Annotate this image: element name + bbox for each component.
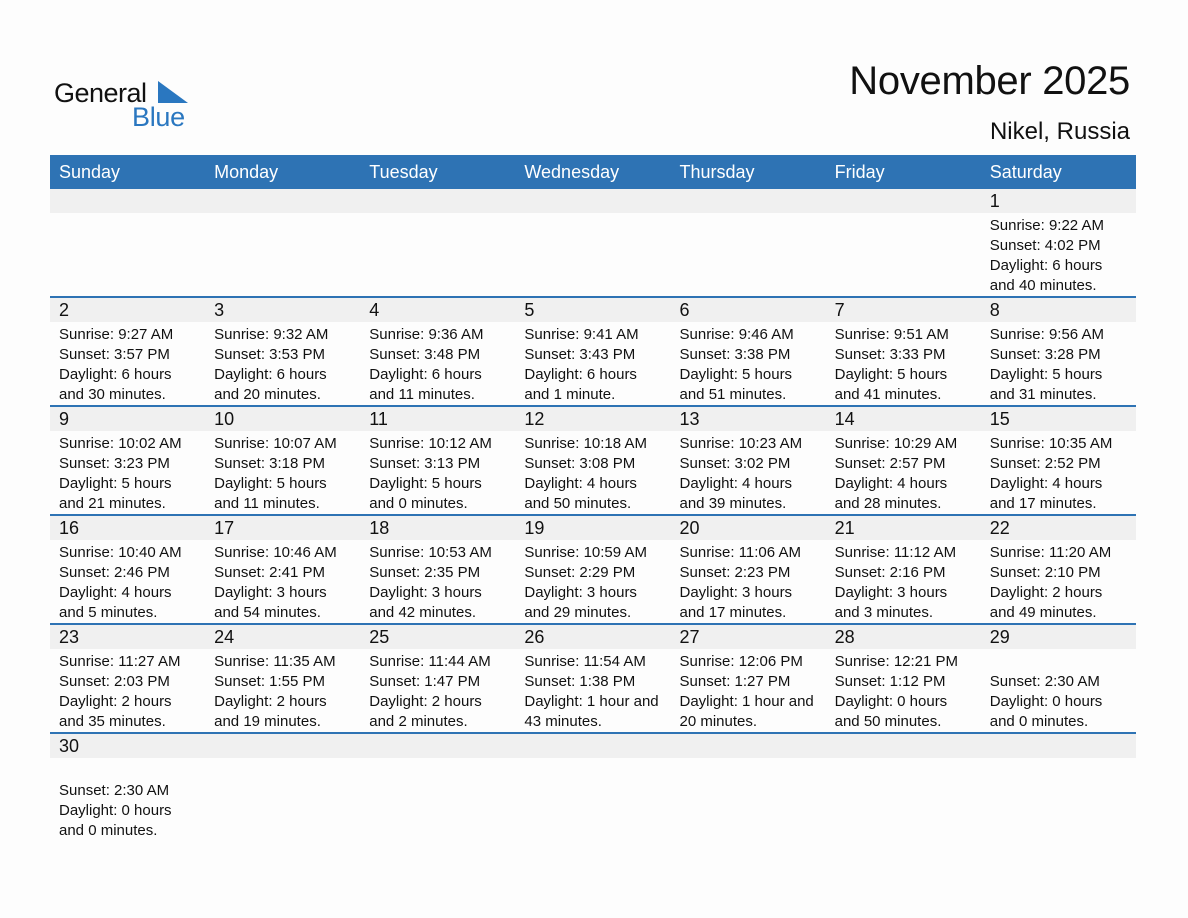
day-number (205, 189, 360, 213)
daylight-text: and 3 minutes. (834, 604, 934, 621)
sunset-text: Sunset: 1:38 PM (524, 673, 636, 690)
sunset-text: Sunset: 2:10 PM (989, 564, 1101, 581)
sunrise-text: Sunrise: 9:41 AM (524, 326, 639, 343)
day-number (671, 734, 826, 758)
sunrise-text: Sunrise: 10:02 AM (59, 435, 182, 452)
sunrise-text: Sunrise: 12:06 PM (679, 653, 803, 670)
daylight-text (680, 276, 826, 296)
weekday-header (50, 155, 1136, 189)
daylight-text: Daylight: 4 hours (524, 475, 637, 492)
daylight-text: 20 minutes. (679, 713, 758, 730)
sunset-text: Sunset: 1:27 PM (679, 673, 791, 690)
sunset-text: Sunset: 1:12 PM (834, 673, 946, 690)
sunset-text: Sunset: 3:38 PM (679, 346, 791, 363)
daylight-text: Daylight: 6 hours (214, 366, 327, 383)
day-cell (515, 758, 670, 841)
sunset-text: Sunset: 2:30 AM (59, 782, 170, 799)
sunset-text (835, 781, 981, 801)
day-cell (360, 758, 515, 841)
sunrise-text: Sunrise: 11:54 AM (524, 653, 646, 670)
sunset-text: Sunset: 3:33 PM (834, 346, 946, 363)
day-cell (50, 431, 205, 514)
day-info-band (50, 758, 1136, 841)
day-number: 27 (679, 627, 700, 647)
daylight-text: and 21 minutes. (59, 495, 166, 512)
day-number: 5 (524, 300, 535, 320)
day-number: 17 (214, 518, 235, 538)
week-row (50, 516, 1136, 625)
day-number (826, 189, 981, 213)
sunrise-text: Sunrise: 10:23 AM (679, 435, 803, 452)
day-cell (826, 431, 981, 514)
sunrise-text (524, 761, 670, 781)
daylight-text (524, 256, 670, 276)
sunrise-text: Sunrise: 9:36 AM (369, 326, 484, 343)
day-number (515, 734, 670, 758)
day-cell (981, 758, 1136, 841)
week-row (50, 298, 1136, 407)
weekday-header-cell: Tuesday (369, 162, 438, 182)
daylight-text: Daylight: 6 hours (59, 366, 172, 383)
day-number: 30 (59, 736, 80, 756)
sunset-text (680, 236, 826, 256)
sunset-text: Sunset: 3:08 PM (524, 455, 636, 472)
sunrise-text: Sunrise: 11:20 AM (989, 544, 1112, 561)
daylight-text: Daylight: 0 hours (989, 693, 1103, 710)
daylight-text: and 30 minutes. (59, 386, 166, 403)
daylight-text: and 11 minutes. (369, 386, 475, 403)
day-cell (205, 649, 360, 732)
day-number (205, 734, 360, 758)
daylight-text: Daylight: 1 hour and (679, 693, 814, 710)
daylight-text: and 42 minutes. (369, 604, 476, 621)
day-number: 15 (989, 409, 1010, 429)
sunset-text: Sunset: 2:03 PM (59, 673, 170, 690)
day-cell (981, 213, 1136, 296)
sunset-text (524, 236, 670, 256)
daylight-text: and 0 minutes. (989, 713, 1089, 730)
sunrise-text: Sunrise: 11:12 AM (834, 544, 957, 561)
daylight-text (835, 256, 981, 276)
sunrise-text: Sunrise: 10:35 AM (989, 435, 1113, 452)
daylight-text: Daylight: 6 hours (989, 257, 1103, 274)
sunset-text: Sunset: 2:16 PM (834, 564, 946, 581)
daylight-text: and 50 minutes. (834, 713, 942, 730)
sunset-text: Sunset: 3:23 PM (59, 455, 170, 472)
day-cell (515, 322, 670, 405)
daylight-text: and 19 minutes. (214, 713, 321, 730)
sunset-text: Sunset: 1:55 PM (214, 673, 326, 690)
day-cell (671, 213, 826, 296)
daylight-text (214, 256, 360, 276)
logo-text-blue: Blue (132, 102, 185, 132)
day-number: 23 (59, 627, 80, 647)
weekday-header-cell: Friday (834, 162, 885, 182)
daylight-text: and 41 minutes. (834, 386, 942, 403)
day-number: 11 (369, 409, 388, 429)
sunrise-text: Sunrise: 9:32 AM (214, 326, 329, 343)
day-cell (360, 649, 515, 732)
logo-triangle-icon (158, 81, 188, 103)
page-title: November 2025 (849, 59, 1130, 103)
day-number: 6 (679, 300, 690, 320)
day-cell (360, 540, 515, 623)
sunset-text: Sunset: 3:28 PM (989, 346, 1101, 363)
sunset-text: Sunset: 3:43 PM (524, 346, 636, 363)
sunrise-text (524, 216, 670, 236)
day-cell (50, 213, 205, 296)
day-cell (981, 649, 1136, 732)
day-number: 8 (989, 300, 1000, 320)
sunrise-text (214, 216, 360, 236)
daylight-text (835, 801, 981, 821)
sunrise-text (59, 761, 205, 781)
day-cell (826, 322, 981, 405)
day-number (826, 734, 981, 758)
daylight-text: Daylight: 3 hours (679, 584, 793, 601)
daylight-text: and 49 minutes. (989, 604, 1097, 621)
daylight-text: and 5 minutes. (59, 604, 158, 621)
sunrise-text: Sunrise: 9:46 AM (679, 326, 794, 343)
week-row (50, 734, 1136, 841)
day-number: 22 (989, 518, 1010, 538)
sunrise-text: Sunrise: 10:29 AM (834, 435, 958, 452)
daylight-text (369, 256, 515, 276)
daylight-text: Daylight: 0 hours (59, 802, 172, 819)
day-cell (50, 322, 205, 405)
sunrise-text (59, 216, 205, 236)
daylight-text: Daylight: 4 hours (834, 475, 948, 492)
week-row (50, 625, 1136, 734)
day-number (981, 734, 1136, 758)
day-number (671, 189, 826, 213)
sunrise-text: Sunrise: 9:22 AM (989, 217, 1104, 234)
day-info-band (50, 540, 1136, 623)
day-cell (671, 540, 826, 623)
sunrise-text: Sunrise: 11:35 AM (214, 653, 336, 670)
day-number: 2 (59, 300, 70, 320)
sunset-text: Sunset: 3:13 PM (369, 455, 481, 472)
daylight-text: Daylight: 3 hours (214, 584, 327, 601)
week-row (50, 189, 1136, 298)
daylight-text (59, 276, 205, 296)
daylight-text: Daylight: 1 hour and (524, 693, 659, 710)
sunrise-text: Sunrise: 12:21 PM (834, 653, 959, 670)
sunset-text: Sunset: 2:29 PM (524, 564, 636, 581)
day-number: 4 (369, 300, 380, 320)
day-number: 28 (834, 627, 855, 647)
week-row (50, 407, 1136, 516)
sunrise-text: Sunrise: 10:12 AM (369, 435, 492, 452)
sunrise-text: Sunrise: 11:27 AM (59, 653, 181, 670)
sunrise-text: Sunrise: 10:40 AM (59, 544, 182, 561)
weekday-header-cell: Saturday (989, 162, 1062, 182)
sunrise-text: Sunrise: 10:18 AM (524, 435, 647, 452)
daylight-text (524, 801, 670, 821)
daylight-text (835, 821, 981, 841)
day-number: 7 (834, 300, 845, 320)
daylight-text: and 1 minute. (524, 386, 616, 403)
sunset-text: Sunset: 1:47 PM (369, 673, 481, 690)
day-cell (515, 213, 670, 296)
daylight-text: and 50 minutes. (524, 495, 632, 512)
sunset-text: Sunset: 3:18 PM (214, 455, 326, 472)
daylight-text: and 29 minutes. (524, 604, 632, 621)
daylight-text: and 54 minutes. (214, 604, 321, 621)
sunset-text (369, 236, 515, 256)
day-number: 19 (524, 518, 545, 538)
daylight-text (369, 801, 515, 821)
day-number: 18 (369, 518, 390, 538)
day-cell (50, 758, 205, 841)
day-number (515, 189, 670, 213)
daylight-text: Daylight: 5 hours (679, 366, 793, 383)
daylight-text: Daylight: 3 hours (524, 584, 637, 601)
logo-text-general: General (54, 78, 147, 108)
sunset-text (990, 781, 1136, 801)
daylight-text: and 35 minutes. (59, 713, 166, 730)
day-number: 24 (214, 627, 235, 647)
day-number: 9 (59, 409, 70, 429)
day-cell (205, 322, 360, 405)
daylight-text (369, 821, 515, 841)
day-cell (360, 213, 515, 296)
daylight-text: and 11 minutes. (214, 495, 320, 512)
daylight-text: and 28 minutes. (834, 495, 942, 512)
sunset-text (214, 236, 360, 256)
daylight-text: and 0 minutes. (369, 495, 468, 512)
sunrise-text: Sunrise: 9:56 AM (989, 326, 1104, 343)
daylight-text: Daylight: 5 hours (369, 475, 482, 492)
day-cell (360, 431, 515, 514)
sunrise-text (680, 216, 826, 236)
day-cell (826, 540, 981, 623)
day-cell (50, 540, 205, 623)
sunset-text: Sunset: 4:02 PM (989, 237, 1101, 254)
day-number: 29 (989, 627, 1010, 647)
sunrise-text: Sunrise: 9:51 AM (834, 326, 949, 343)
daylight-text: and 0 minutes. (59, 822, 158, 839)
day-number (360, 734, 515, 758)
daylight-text: Daylight: 2 hours (59, 693, 172, 710)
sunset-text: Sunset: 2:41 PM (214, 564, 326, 581)
weekday-header-cell: Wednesday (524, 162, 620, 182)
daylight-text (214, 821, 360, 841)
daylight-text: Daylight: 4 hours (989, 475, 1103, 492)
sunrise-text (369, 216, 515, 236)
general-blue-logo (54, 78, 194, 132)
daylight-text: and 2 minutes. (369, 713, 468, 730)
daylight-text (214, 801, 360, 821)
daylight-text: Daylight: 4 hours (59, 584, 172, 601)
daylight-text (835, 276, 981, 296)
sunset-text (835, 236, 981, 256)
day-cell (205, 213, 360, 296)
sunrise-text: Sunrise: 9:27 AM (59, 326, 174, 343)
weeks-container (50, 189, 1136, 841)
sunrise-text: Sunrise: 10:59 AM (524, 544, 647, 561)
day-cell (515, 649, 670, 732)
day-cell (205, 540, 360, 623)
day-number-band (50, 407, 1136, 431)
daylight-text: Daylight: 5 hours (214, 475, 327, 492)
day-number (360, 189, 515, 213)
daylight-text: Daylight: 3 hours (369, 584, 482, 601)
sunset-text: Sunset: 2:57 PM (834, 455, 946, 472)
daylight-text: Daylight: 6 hours (369, 366, 482, 383)
day-cell (981, 431, 1136, 514)
day-number: 12 (524, 409, 545, 429)
day-cell (826, 213, 981, 296)
weekday-header-cell: Monday (214, 162, 279, 182)
day-number: 20 (679, 518, 700, 538)
daylight-text: Daylight: 2 hours (369, 693, 482, 710)
sunset-text (59, 236, 205, 256)
day-cell (981, 322, 1136, 405)
day-cell (205, 431, 360, 514)
day-number: 21 (834, 518, 855, 538)
sunrise-text (369, 761, 515, 781)
day-number (50, 189, 205, 213)
daylight-text (524, 276, 670, 296)
sunset-text: Sunset: 3:53 PM (214, 346, 326, 363)
day-number: 26 (524, 627, 545, 647)
daylight-text: Daylight: 4 hours (679, 475, 793, 492)
daylight-text: Daylight: 5 hours (59, 475, 172, 492)
daylight-text: and 40 minutes. (989, 277, 1097, 294)
daylight-text: Daylight: 5 hours (989, 366, 1103, 383)
day-cell (981, 540, 1136, 623)
day-cell (515, 431, 670, 514)
location-label: Nikel, Russia (989, 118, 1130, 145)
day-cell (671, 758, 826, 841)
sunrise-text (835, 216, 981, 236)
sunset-text: Sunset: 2:52 PM (989, 455, 1101, 472)
sunrise-text: Sunrise: 11:06 AM (679, 544, 801, 561)
daylight-text (59, 256, 205, 276)
daylight-text: Daylight: 2 hours (214, 693, 327, 710)
sunset-text: Sunset: 3:02 PM (679, 455, 791, 472)
daylight-text: Daylight: 3 hours (834, 584, 948, 601)
daylight-text: and 39 minutes. (679, 495, 787, 512)
daylight-text (680, 821, 826, 841)
day-number-band (50, 516, 1136, 540)
daylight-text: and 20 minutes. (214, 386, 321, 403)
sunrise-text (680, 761, 826, 781)
day-number: 3 (214, 300, 225, 320)
sunset-text: Sunset: 2:23 PM (679, 564, 791, 581)
daylight-text (680, 256, 826, 276)
sunrise-text: Sunrise: 11:44 AM (369, 653, 491, 670)
weekday-header-cell: Thursday (679, 162, 755, 182)
daylight-text: Daylight: 5 hours (834, 366, 948, 383)
daylight-text: and 17 minutes. (989, 495, 1097, 512)
daylight-text: and 17 minutes. (679, 604, 787, 621)
daylight-text (369, 276, 515, 296)
sunrise-text (835, 761, 981, 781)
daylight-text: and 51 minutes. (679, 386, 787, 403)
daylight-text (524, 821, 670, 841)
daylight-text: and 31 minutes. (989, 386, 1097, 403)
daylight-text (990, 821, 1136, 841)
sunrise-text (990, 652, 1136, 672)
sunset-text: Sunset: 3:57 PM (59, 346, 170, 363)
day-cell (826, 758, 981, 841)
day-info-band (50, 322, 1136, 405)
sunset-text: Sunset: 3:48 PM (369, 346, 481, 363)
day-info-band (50, 649, 1136, 732)
calendar-grid (50, 155, 1136, 841)
day-info-band (50, 431, 1136, 514)
day-number-band (50, 625, 1136, 649)
daylight-text: Daylight: 6 hours (524, 366, 637, 383)
sunset-text: Sunset: 2:46 PM (59, 564, 170, 581)
day-number: 25 (369, 627, 390, 647)
sunrise-text (214, 761, 360, 781)
sunset-text: Sunset: 2:30 AM (989, 673, 1100, 690)
day-cell (671, 649, 826, 732)
day-cell (515, 540, 670, 623)
sunrise-text: Sunrise: 10:53 AM (369, 544, 492, 561)
day-number: 13 (679, 409, 700, 429)
day-info-band (50, 213, 1136, 296)
day-cell (671, 322, 826, 405)
sunset-text (680, 781, 826, 801)
sunrise-text: Sunrise: 10:46 AM (214, 544, 337, 561)
day-number: 14 (834, 409, 855, 429)
day-cell (50, 649, 205, 732)
sunset-text: Sunset: 2:35 PM (369, 564, 481, 581)
daylight-text: 43 minutes. (524, 713, 602, 730)
day-cell (360, 322, 515, 405)
day-cell (205, 758, 360, 841)
daylight-text (680, 801, 826, 821)
sunrise-text: Sunrise: 10:07 AM (214, 435, 337, 452)
day-number: 1 (989, 191, 1000, 211)
sunset-text (524, 781, 670, 801)
day-number-band (50, 298, 1136, 322)
day-cell (826, 649, 981, 732)
day-number: 16 (59, 518, 80, 538)
daylight-text (990, 801, 1136, 821)
day-cell (671, 431, 826, 514)
sunset-text (369, 781, 515, 801)
day-number: 10 (214, 409, 235, 429)
day-number-band (50, 189, 1136, 213)
weekday-header-cell: Sunday (59, 162, 121, 182)
day-number-band (50, 734, 1136, 758)
daylight-text: Daylight: 2 hours (989, 584, 1103, 601)
sunset-text (214, 781, 360, 801)
daylight-text: Daylight: 0 hours (834, 693, 948, 710)
daylight-text (214, 276, 360, 296)
sunrise-text (990, 761, 1136, 781)
